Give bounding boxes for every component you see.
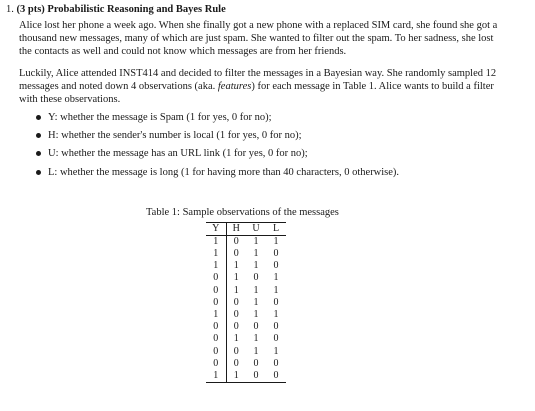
table-cell: 1	[273, 284, 279, 296]
table-row	[206, 370, 286, 383]
table-caption: Table 1: Sample observations of the messages	[146, 207, 339, 218]
table-cell: 1	[233, 284, 239, 296]
table-cell: 1	[273, 345, 279, 357]
table-cell: 1	[253, 236, 259, 247]
table-cell: 0	[206, 333, 226, 345]
table-cell: 0	[233, 236, 239, 247]
method-text-end: ) for each message in Table 1. Alice wants to build a filter with these observations.	[19, 81, 494, 106]
table-row	[206, 309, 286, 321]
bullet-icon	[36, 115, 41, 120]
method-text-italic: features	[217, 81, 252, 93]
table-cell: 0	[206, 272, 226, 284]
table-cell: 1	[206, 370, 226, 383]
feature-item	[36, 129, 506, 147]
table-cell: 1	[206, 248, 226, 260]
table-cell: 1	[253, 333, 259, 345]
table-cell: 0	[266, 370, 286, 383]
observations-table	[206, 222, 286, 383]
table-row	[206, 248, 286, 260]
header-h: H	[226, 223, 246, 236]
header-u: U	[246, 223, 266, 236]
feature-text-l: L: whether the message is long (1 for having more than 40 characters, 0 otherwise).	[48, 166, 400, 178]
method-text-start: Luckily, Alice attended INST414 and decided to filter the messages in a Bayesian way. She randomly sampled 12 messages and noted down 4 observations (aka.	[19, 68, 497, 93]
table-cell: 1	[233, 333, 239, 345]
table-cell: 0	[273, 321, 279, 333]
table-cell: 0	[206, 285, 226, 297]
bullet-icon	[36, 133, 41, 138]
table-cell: 0	[253, 321, 259, 333]
feature-item	[36, 111, 506, 129]
question-heading	[6, 4, 226, 15]
table-row	[206, 321, 286, 333]
intro-paragraph: Alice lost her phone a week ago. When she finally got a new phone with a replaced SIM card, she found she got a thousand new messages, many of which are just spam. She wanted to filter out the spam. To her sadness, she lost the contacts as well and could not know which messages are from her friends.	[19, 20, 498, 58]
feature-list	[36, 111, 506, 184]
table-row	[206, 346, 286, 358]
table-row	[206, 297, 286, 309]
feature-item	[36, 166, 506, 184]
table-cell: 0	[273, 296, 279, 308]
question-title: (3 pts) Probabilistic Reasoning and Bayes Rule	[16, 4, 226, 15]
header-l: L	[266, 223, 286, 236]
table-cell: 0	[233, 321, 239, 333]
bullet-icon	[36, 151, 41, 156]
table-cell: 0	[253, 357, 259, 369]
table-cell: 1	[273, 309, 279, 321]
feature-text-h: H: whether the sender's number is local (1 for yes, 0 for no);	[48, 130, 302, 142]
feature-text-u: U: whether the message has an URL link (1 for yes, 0 for no);	[48, 148, 308, 160]
table-row	[206, 285, 286, 297]
question-number: 1.	[6, 4, 14, 15]
table-row	[206, 260, 286, 272]
table-cell: 1	[233, 272, 239, 284]
table-cell: 0	[273, 260, 279, 272]
table-cell: 0	[233, 345, 239, 357]
table-cell: 1	[206, 309, 226, 321]
table-cell: 1	[226, 370, 246, 383]
table-cell: 1	[273, 272, 279, 284]
table-cell: 0	[233, 309, 239, 321]
table-cell: 1	[253, 284, 259, 296]
table-row	[206, 272, 286, 284]
table-cell: 0	[206, 321, 226, 333]
table-cell: 0	[246, 370, 266, 383]
feature-text-y: Y: whether the message is Spam (1 for yes, 0 for no);	[48, 112, 272, 123]
table-cell: 1	[253, 309, 259, 321]
feature-item	[36, 147, 506, 165]
table-row	[206, 358, 286, 370]
table-cell: 0	[253, 272, 259, 284]
table-cell: 1	[206, 260, 226, 272]
table-cell: 1	[253, 345, 259, 357]
table-cell: 0	[273, 357, 279, 369]
table-cell: 0	[273, 333, 279, 345]
table-cell: 1	[206, 236, 226, 249]
table-row	[206, 236, 286, 249]
table-cell: 0	[206, 358, 226, 370]
table-cell: 0	[233, 296, 239, 308]
table-cell: 1	[253, 248, 259, 260]
table-cell: 0	[233, 357, 239, 369]
table-cell: 0	[206, 346, 226, 358]
table-cell: 0	[206, 297, 226, 309]
table-cell: 1	[253, 260, 259, 272]
table-row	[206, 333, 286, 345]
header-y: Y	[206, 223, 226, 236]
table-cell: 1	[253, 296, 259, 308]
method-paragraph	[19, 67, 505, 107]
table-cell: 1	[233, 260, 239, 272]
table-cell: 0	[233, 248, 239, 260]
bullet-icon	[36, 170, 41, 175]
table-cell: 1	[273, 236, 279, 247]
table-cell: 0	[273, 248, 279, 260]
table-header-row	[206, 223, 286, 236]
